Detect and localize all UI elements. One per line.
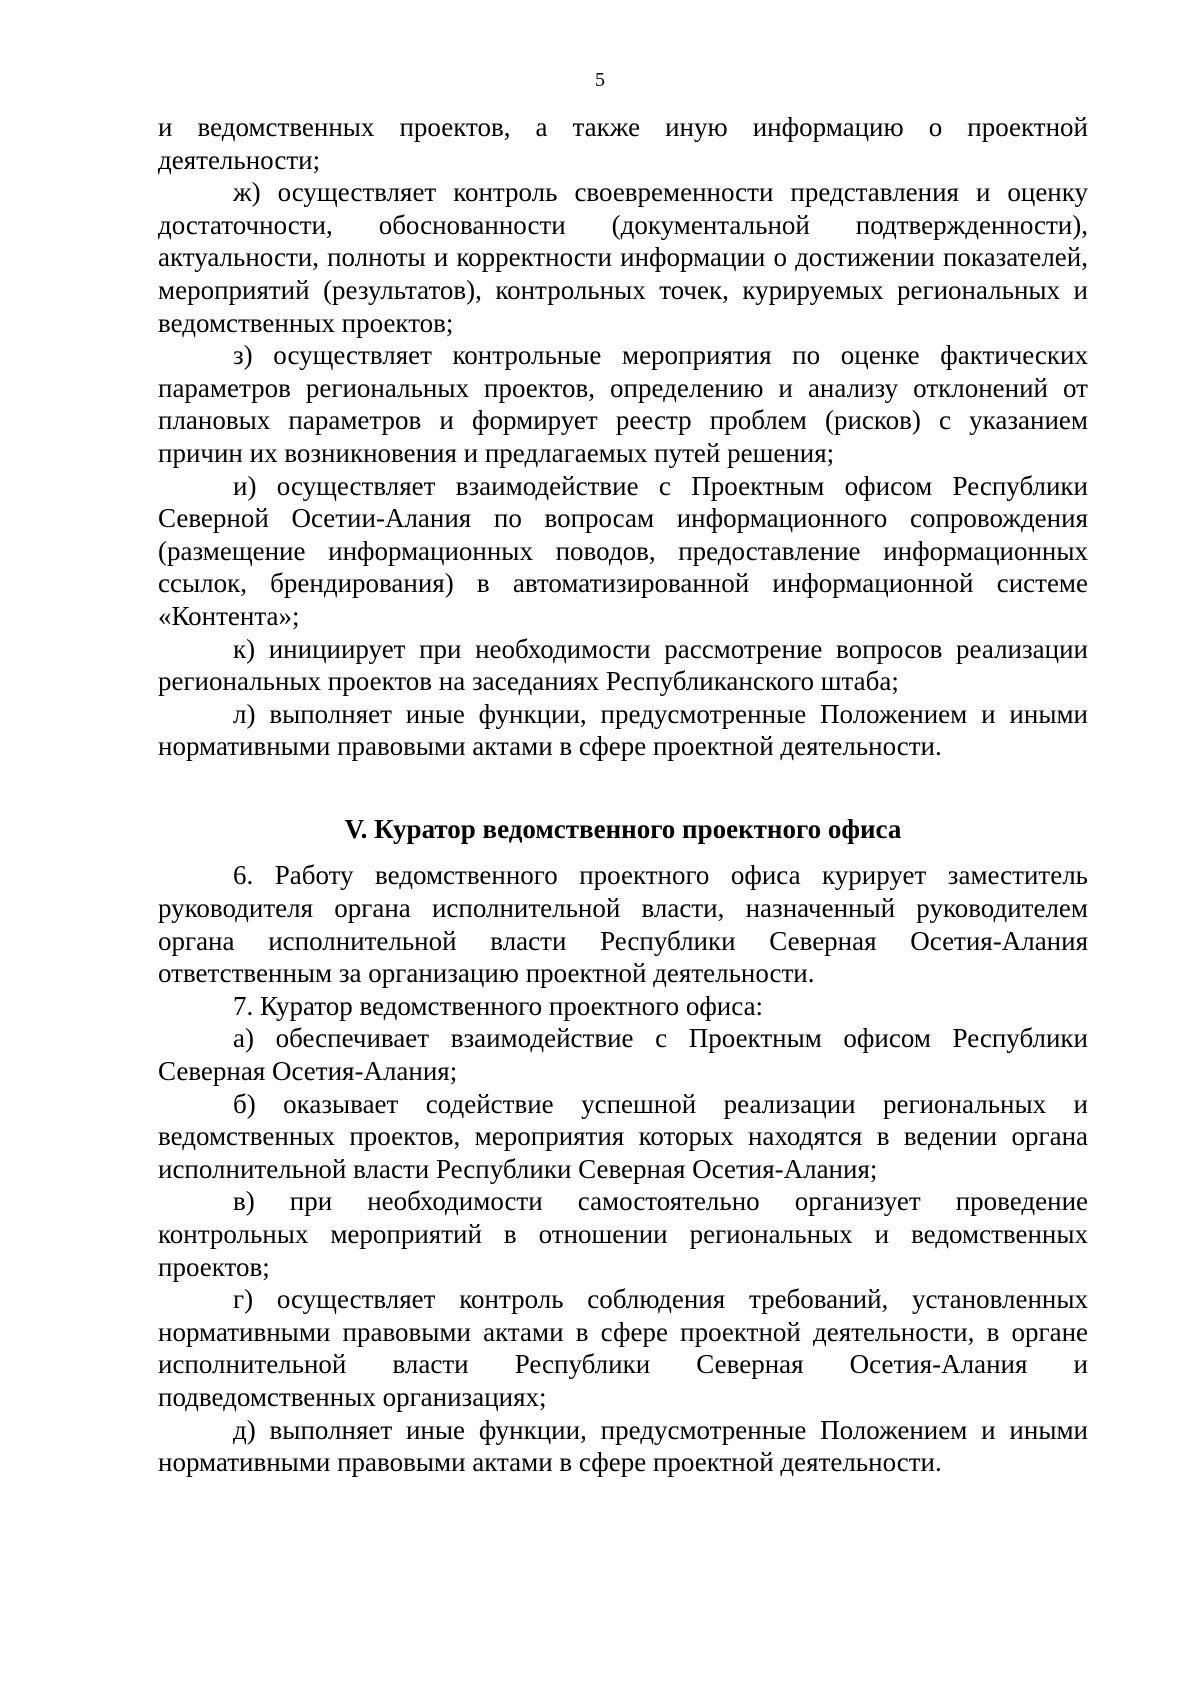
document-body bbox=[158, 111, 1088, 1479]
list-item-i: и) осуществляет взаимодействие с Проектным офисом Республики Северной Осетии-Алания по вопросам информационного сопровождения (размещение информационных поводов, предоставление информационных ссылок, брендирования) в автоматизированной информационной системе «Контента»; bbox=[158, 470, 1088, 631]
list-item-l: л) выполняет иные функции, предусмотренные Положением и иными нормативными правовыми актами в сфере проектной деятельности. bbox=[158, 698, 1088, 762]
list-item-k: к) инициирует при необходимости рассмотрение вопросов реализации региональных проектов на заседаниях Республиканского штаба; bbox=[158, 633, 1088, 697]
paragraph-continuation: и ведомственных проектов, а также иную информацию о проектной деятельности; bbox=[158, 112, 1088, 175]
list-item-v: в) при необходимости самостоятельно организует проведение контрольных мероприятий в отношении региональных и ведомственных проектов; bbox=[158, 1186, 1088, 1282]
page-number: 5 bbox=[595, 69, 605, 91]
list-item-b: б) оказывает содействие успешной реализации региональных и ведомственных проектов, мероприятия которых находятся в ведении органа исполнительной власти Республики Северная Осетия-Алания; bbox=[158, 1088, 1088, 1184]
clause-7: 7. Куратор ведомственного проектного офиса: bbox=[233, 990, 764, 1021]
list-item-d: д) выполняет иные функции, предусмотренные Положением и иными нормативными правовыми актами в сфере проектной деятельности. bbox=[158, 1414, 1088, 1478]
clause-6: 6. Работу ведомственного проектного офиса курирует заместитель руководителя органа исполнительной власти, назначенный руководителем органа исполнительной власти Республики Северная Осетия-Алания ответственным за организацию проектной деятельности. bbox=[158, 860, 1088, 989]
list-item-g: г) осуществляет контроль соблюдения требований, установленных нормативными правовыми актами в сфере проектной деятельности, в органе исполнительной власти Республики Северная Осетия-Алания и подведомственных организациях; bbox=[158, 1284, 1088, 1412]
list-item-zh: ж) осуществляет контроль своевременности представления и оценку достаточности, обоснованности (документальной подтвержденности), актуальности, полноты и корректности информации о достижении показателей, мероприятий (результатов), контрольных точек, курируемых региональных и ведомственных проектов; bbox=[158, 177, 1088, 338]
section-heading: V. Куратор ведомственного проектного офиса bbox=[344, 813, 902, 844]
list-item-z: з) осуществляет контрольные мероприятия по оценке фактических параметров региональных проектов, определению и анализу отклонений от плановых параметров и формирует реестр проблем (рисков) с указанием причин их возникновения и предлагаемых путей решения; bbox=[158, 340, 1088, 468]
list-item-a: а) обеспечивает взаимодействие с Проектным офисом Республики Северная Осетия-Алания; bbox=[158, 1023, 1088, 1087]
